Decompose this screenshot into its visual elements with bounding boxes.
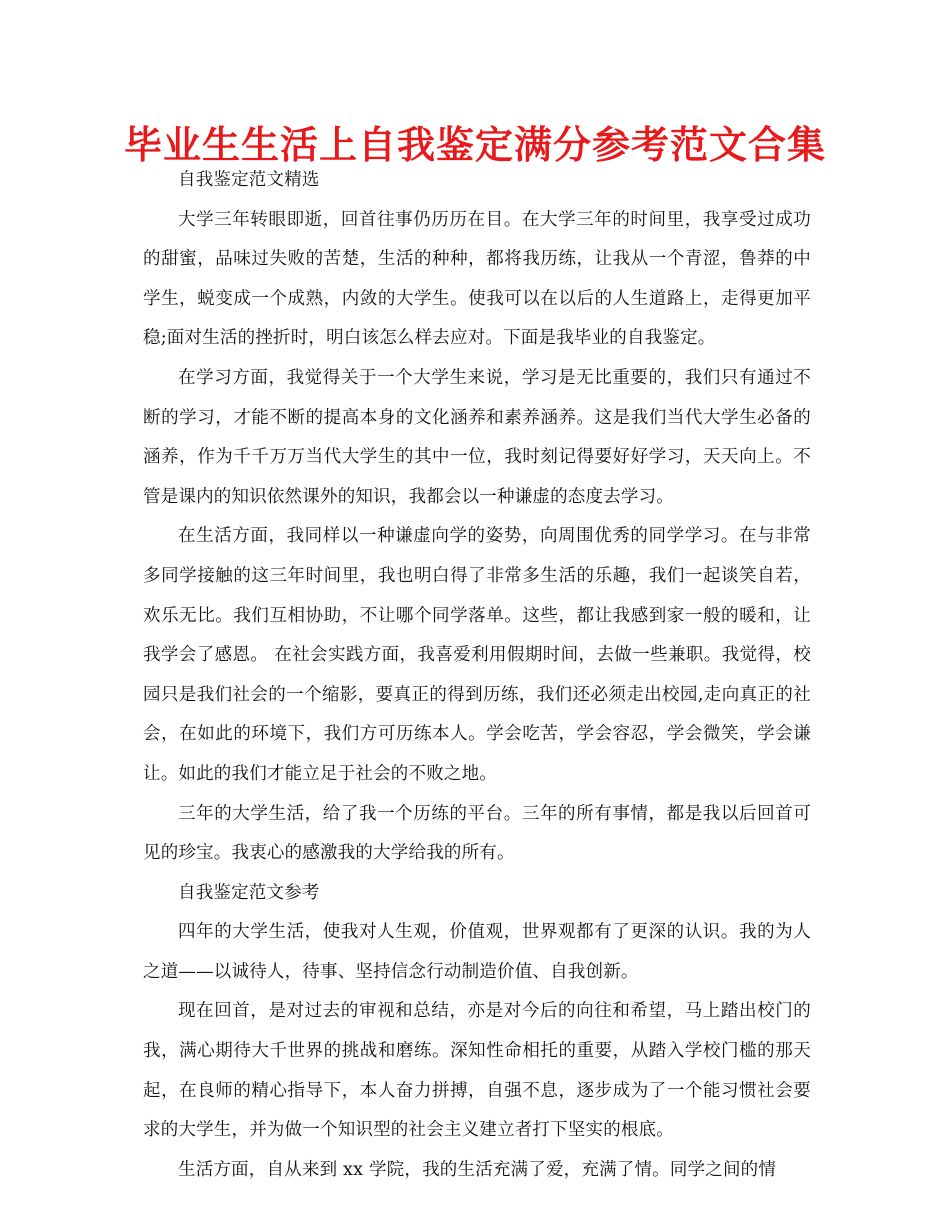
paragraph-values: 四年的大学生活，使我对人生观，价值观，世界观都有了更深的认识。我的为人之道——以诚待人，待事、坚持信念行动制造价值、自我创新。 <box>143 922 811 982</box>
document-title: 毕业生生活上自我鉴定满分参考范文合集 <box>123 123 826 167</box>
paragraph-conclusion: 三年的大学生活，给了我一个历练的平台。三年的所有事情，都是我以后回首可见的珍宝。我衷心的感激我的大学给我的所有。 <box>143 803 811 864</box>
paragraph-life: 在生活方面，我同样以一种谦虚向学的姿势，向周围优秀的同学学习。在与非常多同学接触的这三年时间里，我也明白得了非常多生活的乐趣，我们一起谈笑自若，欢乐无比。我们互相协助，不让哪个同学落单。这些，都让我感到家一般的暖和，让我学会了感恩。 在社会实践方面，我喜爱利用假期时间，去做一些兼职。我觉得，校园只是我们社会的一个缩影，要真正的得到历练，我们还必须走出校园,走向真正的社会，在如此的环境下，我们方可历练本人。学会吃苦，学会容忍，学会微笑，学会谦让。如此的我们才能立足于社会的不败之地。 <box>143 526 811 784</box>
section-heading-1: 自我鉴定范文精选 <box>178 170 320 190</box>
paragraph-study: 在学习方面，我觉得关于一个大学生来说，学习是无比重要的，我们只有通过不断的学习，才能不断的提高本身的文化涵养和素养涵养。这是我们当代大学生必备的涵养，作为千千万万当代大学生的其中一位，我时刻记得要好好学习，天天向上。不管是课内的知识依然课外的知识，我都会以一种谦虚的态度去学习。 <box>143 367 811 507</box>
paragraph-daily-life: 生活方面，自从来到 xx 学院，我的生活充满了爱，充满了情。同学之间的情 <box>178 1159 777 1180</box>
section-heading-2: 自我鉴定范文参考 <box>178 882 320 903</box>
paragraph-reflection: 现在回首，是对过去的审视和总结，亦是对今后的向往和希望，马上踏出校门的我，满心期待大千世界的挑战和磨练。深知性命相托的重要，从踏入学校门槛的那天起，在良师的精心指导下，本人奋力拼搏，自强不息，逐步成为了一个能习惯社会要求的大学生，并为做一个知识型的社会主义建立者打下坚实的根底。 <box>143 1001 811 1141</box>
document-body <box>143 161 811 1190</box>
paragraph-intro: 大学三年转眼即逝，回首往事仍历历在目。在大学三年的时间里，我享受过成功的甜蜜，品味过失败的苦楚，生活的种种，都将我历练，让我从一个青涩，鲁莽的中学生，蜕变成一个成熟，内敛的大学生。使我可以在以后的人生道路上，走得更加平稳;面对生活的挫折时，明白该怎么样去应对。下面是我毕业的自我鉴定。 <box>143 209 811 349</box>
